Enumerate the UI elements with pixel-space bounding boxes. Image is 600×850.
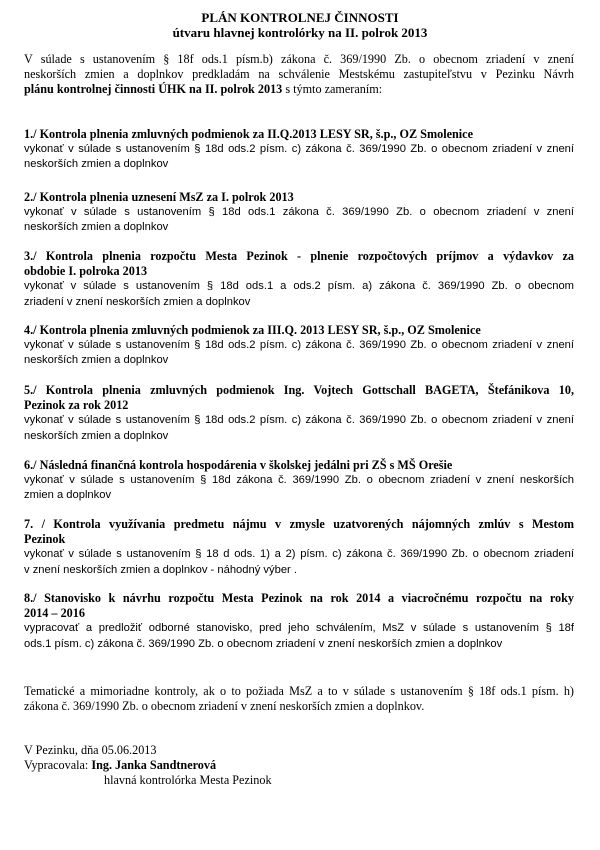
plan-item-title: 3./ Kontrola plnenia rozpočtu Mesta Pezinok - plnenie rozpočtových príjmov a výdavkov za bbox=[24, 249, 574, 263]
plan-item-title: 7. / Kontrola využívania predmetu nájmu v zmysle uzatvorených nájomných zmlúv s Mestom bbox=[24, 517, 574, 531]
plan-item bbox=[24, 383, 574, 444]
closing-line: Tematické a mimoriadne kontroly, ak o to požiada MsZ a to v súlade s ustanovením § 18f ods.1 písm. h) bbox=[24, 684, 574, 698]
plan-item-text: vykonať v súlade s ustanovením § 18d zákona č. 369/1990 Zb. o obecnom zriadení v znení neskorších bbox=[24, 474, 574, 487]
signature-block bbox=[24, 743, 574, 789]
plan-item-title: 1./ Kontrola plnenia zmluvných podmienok za II.Q.2013 LESY SR, š.p., OZ Smolenice bbox=[24, 127, 473, 141]
intro-line bbox=[24, 82, 574, 97]
plan-item bbox=[24, 458, 574, 504]
document-subtitle: útvaru hlavnej kontrolórky na II. polrok 2013 bbox=[172, 25, 428, 40]
plan-item-title: 5./ Kontrola plnenia zmluvných podmienok Ing. Vojtech Gottschall BAGETA, Štefánikova 10, bbox=[24, 383, 574, 397]
intro-bold-text: plánu kontrolnej činnosti ÚHK na II. polrok 2013 bbox=[24, 82, 283, 97]
plan-item-text: vykonať v súlade s ustanovením § 18d ods.1 zákona č. 369/1990 Zb. o obecnom zriadení v znení bbox=[24, 206, 574, 219]
plan-item-text: neskorších zmien a doplnkov bbox=[24, 221, 169, 234]
plan-item-text: vykonať v súlade s ustanovením § 18d ods.2 písm. c) zákona č. 369/1990 Zb. o obecnom zriadení v znení bbox=[24, 339, 574, 352]
plan-item-text: zmien a doplnkov bbox=[24, 489, 112, 502]
document-heading bbox=[0, 10, 600, 40]
plan-item-text: v znení neskorších zmien a doplnkov - náhodný výber . bbox=[24, 563, 297, 576]
prepared-by bbox=[24, 758, 574, 773]
plan-item-text: neskorších zmien a doplnkov bbox=[24, 158, 169, 171]
plan-item bbox=[24, 517, 574, 578]
plan-item bbox=[24, 127, 574, 173]
plan-item-title: Pezinok bbox=[24, 532, 66, 547]
intro-line: V súlade s ustanovením § 18f ods.1 písm.b) zákona č. 369/1990 Zb. o obecnom zriadení v znení bbox=[24, 52, 574, 66]
plan-item-title: 4./ Kontrola plnenia zmluvných podmienok za III.Q. 2013 LESY SR, š.p., OZ Smolenice bbox=[24, 323, 481, 337]
document-title: PLÁN KONTROLNEJ ČINNOSTI bbox=[201, 10, 399, 25]
intro-paragraph bbox=[24, 52, 574, 98]
intro-line: neskorších zmien a doplnkov predkladám na schválenie Mestskému zastupiteľstvu v Pezinku Návrh bbox=[24, 67, 574, 82]
plan-item-title: Pezinok za rok 2012 bbox=[24, 398, 129, 413]
plan-item-text: zriadení v znení neskorších zmien a doplnkov bbox=[24, 295, 251, 308]
plan-item-text: vykonať v súlade s ustanovením § 18d ods.2 písm. c) zákona č. 369/1990 Zb. o obecnom zriadení v znení bbox=[24, 414, 574, 427]
plan-item-title: 2014 – 2016 bbox=[24, 606, 85, 621]
plan-item-text: neskorších zmien a doplnkov bbox=[24, 354, 169, 367]
plan-item-text: vypracovať a predložiť odborné stanovisko, pred jeho schválením, MsZ v súlade s ustanovením § 18f bbox=[24, 622, 574, 635]
plan-item bbox=[24, 323, 574, 369]
plan-item-text: neskorších zmien a doplnkov bbox=[24, 429, 169, 442]
plan-item-title: 8./ Stanovisko k návrhu rozpočtu Mesta Pezinok na rok 2014 a viacročnému rozpočtu na roky bbox=[24, 591, 574, 605]
prepared-label: Vypracovala: bbox=[24, 758, 92, 773]
plan-item-text: vykonať v súlade s ustanovením § 18 d ods. 1) a 2) písm. c) zákona č. 369/1990 Zb. o obecnom zriadení bbox=[24, 548, 574, 561]
plan-item-text: ods.1 písm. c) zákona č. 369/1990 Zb. o obecnom zriadení v znení neskorších zmien a doplnkov bbox=[24, 637, 503, 650]
closing-paragraph bbox=[24, 684, 574, 714]
closing-line: zákona č. 369/1990 Zb. o obecnom zriadení v znení neskorších zmien a doplnkov. bbox=[24, 699, 425, 714]
plan-item-text: vykonať v súlade s ustanovením § 18d ods.2 písm. c) zákona č. 369/1990 Zb. o obecnom zriadení v znení bbox=[24, 143, 574, 156]
plan-item-text: vykonať v súlade s ustanovením § 18d ods.1 a ods.2 písm. a) zákona č. 369/1990 Zb. o obecnom bbox=[24, 280, 574, 293]
plan-item bbox=[24, 591, 574, 652]
plan-item-title: 2./ Kontrola plnenia uznesení MsZ za I. polrok 2013 bbox=[24, 190, 294, 204]
plan-item-title: obdobie I. polroka 2013 bbox=[24, 264, 148, 279]
author-role: hlavná kontrolórka Mesta Pezinok bbox=[104, 773, 272, 788]
plan-item-title: 6./ Následná finančná kontrola hospodárenia v školskej jedálni pri ZŠ s MŠ Orešie bbox=[24, 458, 453, 472]
intro-text: s týmto zameraním: bbox=[282, 82, 383, 97]
plan-item bbox=[24, 190, 574, 236]
plan-item bbox=[24, 249, 574, 310]
place-date: V Pezinku, dňa 05.06.2013 bbox=[24, 743, 157, 757]
author-name: Ing. Janka Sandtnerová bbox=[91, 758, 217, 773]
